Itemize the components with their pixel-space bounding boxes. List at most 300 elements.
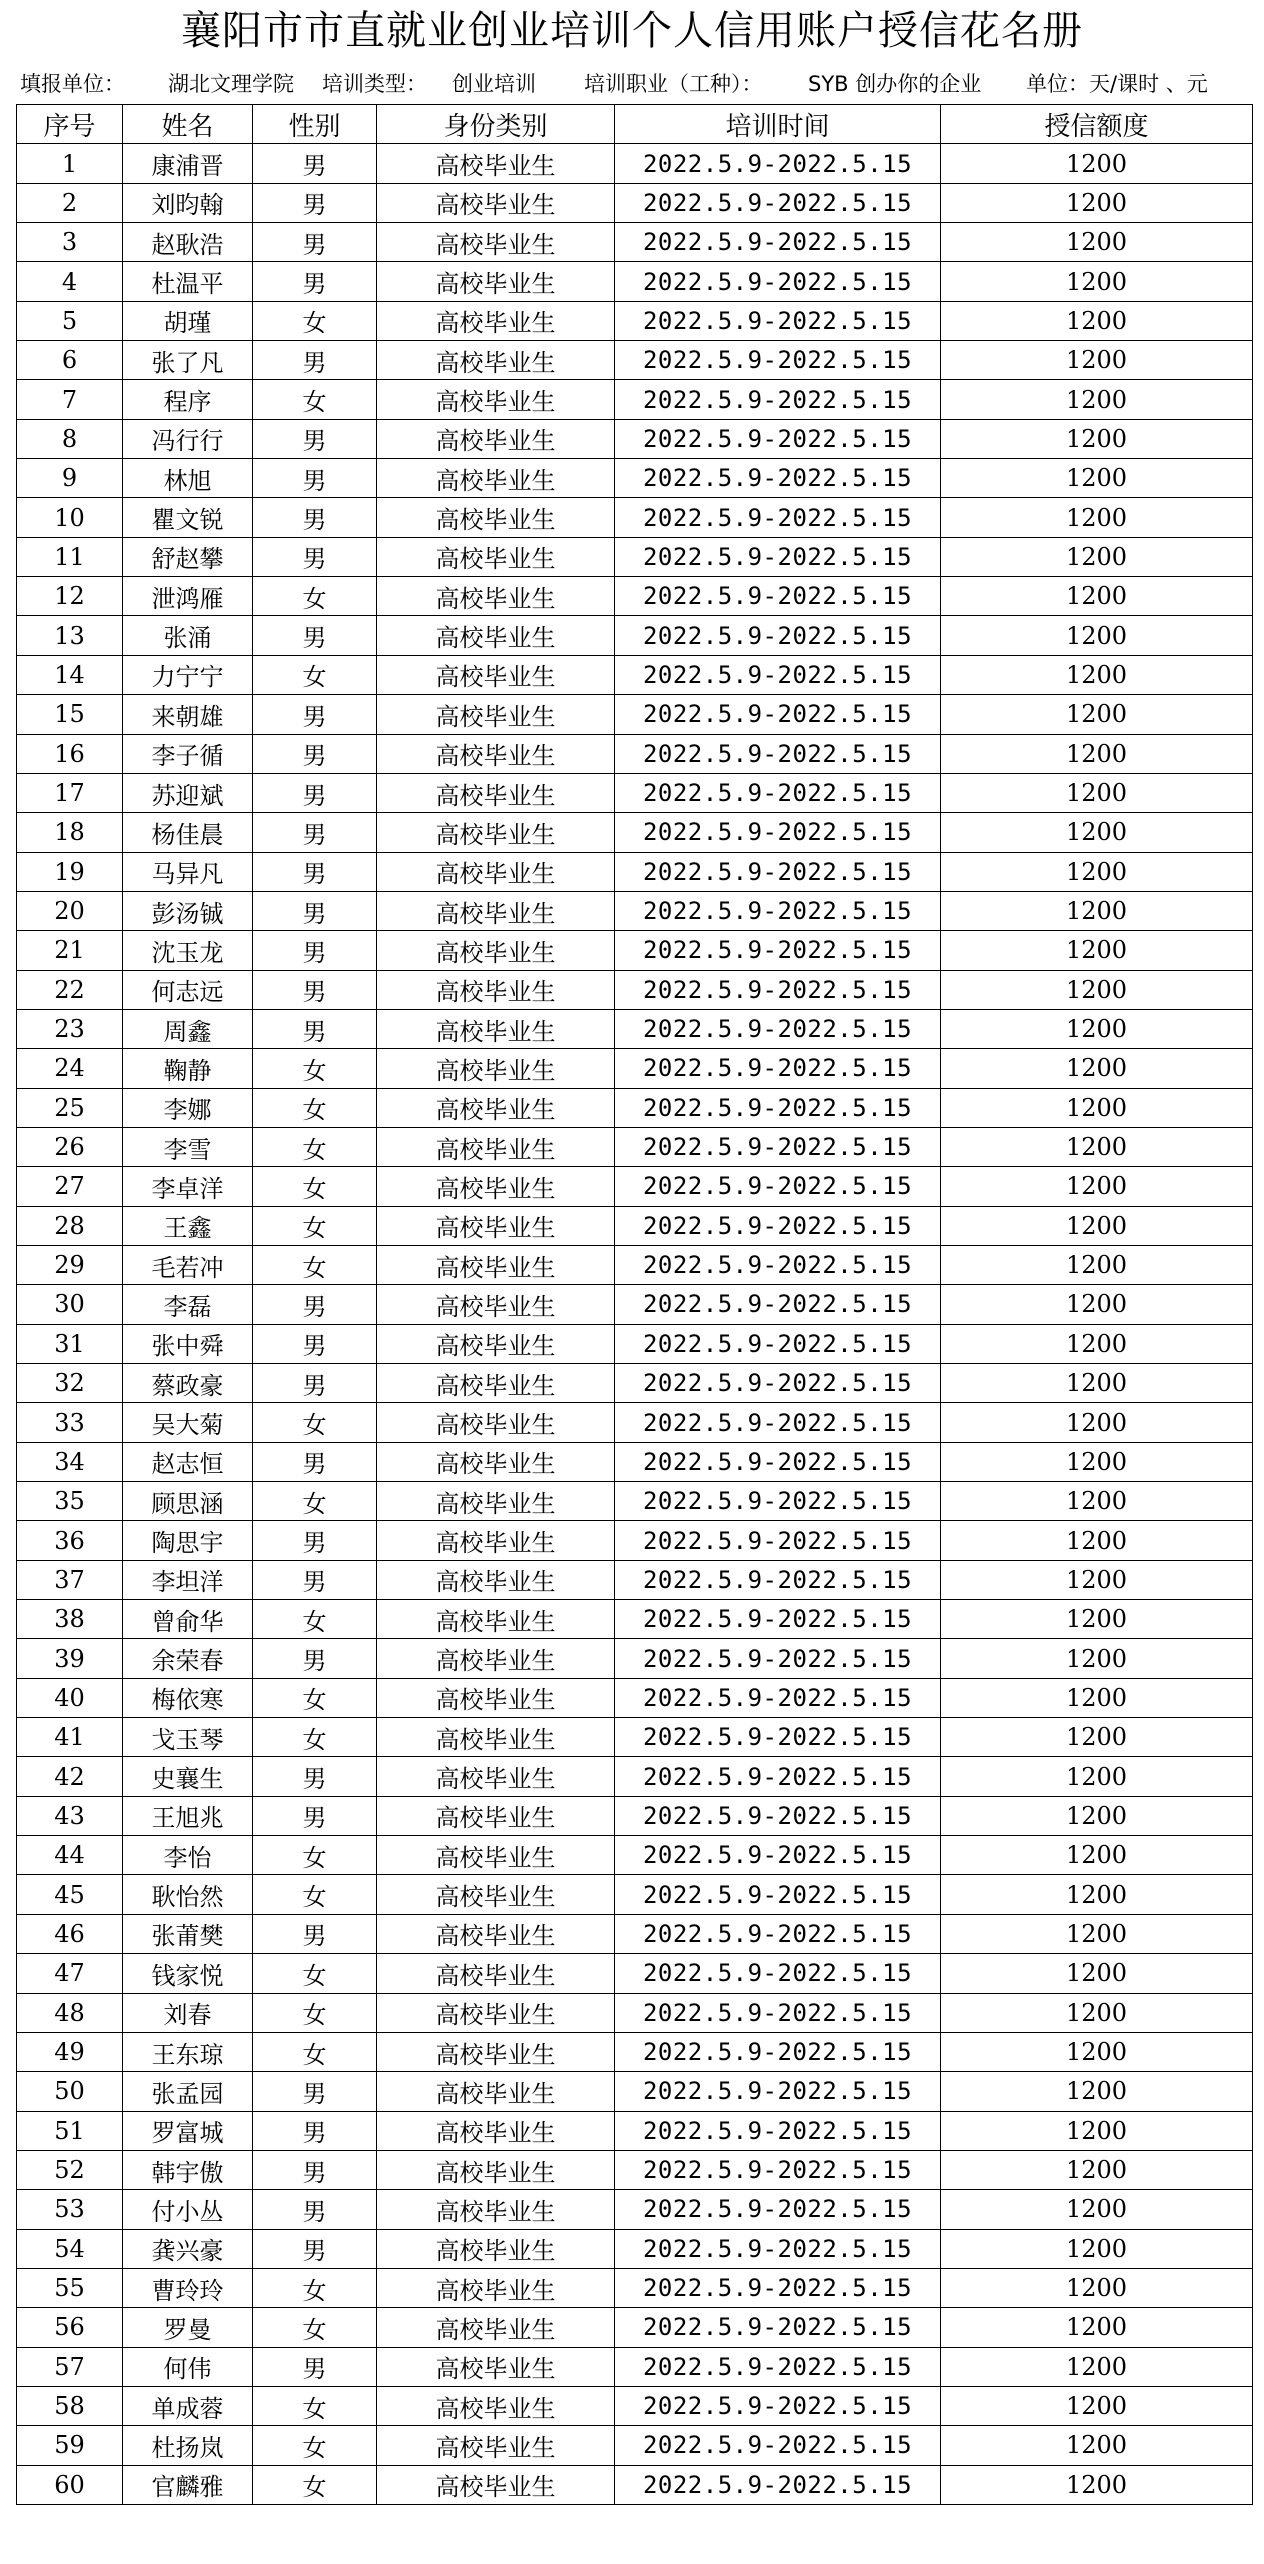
- cell-name: 毛若冲: [123, 1245, 253, 1284]
- cell-name: 曹玲玲: [123, 2268, 253, 2307]
- type-label: 培训类型：: [322, 72, 427, 96]
- cell-identity: 高校毕业生: [377, 577, 615, 616]
- cell-credit-amount: 1200: [941, 2150, 1253, 2189]
- cell-seq: 50: [17, 2072, 123, 2111]
- cell-gender: 男: [253, 1521, 377, 1560]
- header-gender: 性别: [253, 105, 377, 144]
- cell-identity: 高校毕业生: [377, 1600, 615, 1639]
- cell-seq: 20: [17, 891, 123, 930]
- cell-identity: 高校毕业生: [377, 1088, 615, 1127]
- cell-identity: 高校毕业生: [377, 695, 615, 734]
- cell-gender: 男: [253, 537, 377, 576]
- type-value: 创业培训: [452, 72, 536, 96]
- cell-gender: 女: [253, 1245, 377, 1284]
- cell-identity: 高校毕业生: [377, 1364, 615, 1403]
- table-row: [17, 183, 1253, 222]
- cell-name: 力宁宁: [123, 655, 253, 694]
- job-value: SYB 创办你的企业: [808, 72, 982, 96]
- job-label: 培训职业（工种）：: [584, 72, 763, 96]
- cell-training-time: 2022.5.9-2022.5.15: [615, 1245, 941, 1284]
- cell-credit-amount: 1200: [941, 1088, 1253, 1127]
- cell-name: 付小丛: [123, 2190, 253, 2229]
- cell-gender: 男: [253, 223, 377, 262]
- cell-identity: 高校毕业生: [377, 1324, 615, 1363]
- cell-training-time: 2022.5.9-2022.5.15: [615, 2072, 941, 2111]
- cell-training-time: 2022.5.9-2022.5.15: [615, 616, 941, 655]
- cell-gender: 男: [253, 852, 377, 891]
- cell-gender: 女: [253, 2268, 377, 2307]
- cell-name: 杨佳晨: [123, 813, 253, 852]
- cell-name: 冯行行: [123, 419, 253, 458]
- cell-credit-amount: 1200: [941, 852, 1253, 891]
- table-row: [17, 2308, 1253, 2347]
- table-row: [17, 2032, 1253, 2071]
- cell-credit-amount: 1200: [941, 1009, 1253, 1048]
- cell-seq: 59: [17, 2426, 123, 2465]
- cell-training-time: 2022.5.9-2022.5.15: [615, 577, 941, 616]
- cell-seq: 46: [17, 1914, 123, 1953]
- cell-gender: 男: [253, 262, 377, 301]
- cell-credit-amount: 1200: [941, 2229, 1253, 2268]
- cell-credit-amount: 1200: [941, 301, 1253, 340]
- cell-credit-amount: 1200: [941, 931, 1253, 970]
- table-row: [17, 1521, 1253, 1560]
- cell-identity: 高校毕业生: [377, 1560, 615, 1599]
- cell-name: 来朝雄: [123, 695, 253, 734]
- roster-table: [16, 104, 1253, 2505]
- table-row: [17, 380, 1253, 419]
- cell-gender: 男: [253, 1364, 377, 1403]
- cell-name: 蔡政豪: [123, 1364, 253, 1403]
- table-row: [17, 1954, 1253, 1993]
- table-row: [17, 1206, 1253, 1245]
- cell-name: 程序: [123, 380, 253, 419]
- cell-identity: 高校毕业生: [377, 1442, 615, 1481]
- cell-identity: 高校毕业生: [377, 1993, 615, 2032]
- table-row: [17, 1796, 1253, 1835]
- cell-gender: 女: [253, 1993, 377, 2032]
- cell-seq: 28: [17, 1206, 123, 1245]
- cell-seq: 42: [17, 1757, 123, 1796]
- cell-credit-amount: 1200: [941, 1600, 1253, 1639]
- cell-gender: 男: [253, 1442, 377, 1481]
- cell-gender: 女: [253, 2308, 377, 2347]
- cell-training-time: 2022.5.9-2022.5.15: [615, 223, 941, 262]
- cell-identity: 高校毕业生: [377, 498, 615, 537]
- cell-credit-amount: 1200: [941, 734, 1253, 773]
- cell-identity: 高校毕业生: [377, 813, 615, 852]
- cell-training-time: 2022.5.9-2022.5.15: [615, 2032, 941, 2071]
- header-name: 姓名: [123, 105, 253, 144]
- cell-name: 张中舜: [123, 1324, 253, 1363]
- cell-name: 龚兴豪: [123, 2229, 253, 2268]
- cell-training-time: 2022.5.9-2022.5.15: [615, 1285, 941, 1324]
- table-row: [17, 2072, 1253, 2111]
- cell-gender: 女: [253, 1167, 377, 1206]
- cell-seq: 6: [17, 341, 123, 380]
- table-row: [17, 1442, 1253, 1481]
- table-row: [17, 1049, 1253, 1088]
- header-seq: 序号: [17, 105, 123, 144]
- table-row: [17, 498, 1253, 537]
- cell-name: 沈玉龙: [123, 931, 253, 970]
- cell-name: 张了凡: [123, 341, 253, 380]
- cell-seq: 51: [17, 2111, 123, 2150]
- cell-training-time: 2022.5.9-2022.5.15: [615, 1678, 941, 1717]
- cell-credit-amount: 1200: [941, 2347, 1253, 2386]
- cell-name: 耿怡然: [123, 1875, 253, 1914]
- cell-gender: 男: [253, 1560, 377, 1599]
- cell-credit-amount: 1200: [941, 655, 1253, 694]
- cell-training-time: 2022.5.9-2022.5.15: [615, 1442, 941, 1481]
- cell-gender: 男: [253, 891, 377, 930]
- cell-credit-amount: 1200: [941, 2072, 1253, 2111]
- cell-seq: 23: [17, 1009, 123, 1048]
- cell-name: 钱家悦: [123, 1954, 253, 1993]
- cell-training-time: 2022.5.9-2022.5.15: [615, 1324, 941, 1363]
- cell-seq: 57: [17, 2347, 123, 2386]
- cell-gender: 男: [253, 2150, 377, 2189]
- cell-name: 戈玉琴: [123, 1718, 253, 1757]
- cell-credit-amount: 1200: [941, 183, 1253, 222]
- cell-seq: 52: [17, 2150, 123, 2189]
- cell-credit-amount: 1200: [941, 1678, 1253, 1717]
- cell-gender: 男: [253, 341, 377, 380]
- cell-credit-amount: 1200: [941, 1875, 1253, 1914]
- cell-training-time: 2022.5.9-2022.5.15: [615, 734, 941, 773]
- cell-seq: 53: [17, 2190, 123, 2229]
- cell-identity: 高校毕业生: [377, 1639, 615, 1678]
- cell-identity: 高校毕业生: [377, 891, 615, 930]
- cell-identity: 高校毕业生: [377, 1875, 615, 1914]
- cell-seq: 39: [17, 1639, 123, 1678]
- cell-name: 罗曼: [123, 2308, 253, 2347]
- cell-gender: 女: [253, 2032, 377, 2071]
- table-row: [17, 1718, 1253, 1757]
- cell-training-time: 2022.5.9-2022.5.15: [615, 498, 941, 537]
- cell-seq: 29: [17, 1245, 123, 1284]
- cell-name: 林旭: [123, 459, 253, 498]
- cell-training-time: 2022.5.9-2022.5.15: [615, 970, 941, 1009]
- cell-identity: 高校毕业生: [377, 2150, 615, 2189]
- cell-identity: 高校毕业生: [377, 2426, 615, 2465]
- cell-credit-amount: 1200: [941, 2190, 1253, 2229]
- cell-credit-amount: 1200: [941, 262, 1253, 301]
- cell-name: 舒赵攀: [123, 537, 253, 576]
- cell-gender: 男: [253, 2072, 377, 2111]
- cell-training-time: 2022.5.9-2022.5.15: [615, 537, 941, 576]
- cell-name: 李磊: [123, 1285, 253, 1324]
- table-row: [17, 1285, 1253, 1324]
- cell-identity: 高校毕业生: [377, 1757, 615, 1796]
- cell-seq: 35: [17, 1482, 123, 1521]
- cell-training-time: 2022.5.9-2022.5.15: [615, 419, 941, 458]
- cell-name: 赵耿浩: [123, 223, 253, 262]
- cell-credit-amount: 1200: [941, 1482, 1253, 1521]
- cell-name: 赵志恒: [123, 1442, 253, 1481]
- cell-gender: 男: [253, 419, 377, 458]
- cell-training-time: 2022.5.9-2022.5.15: [615, 1993, 941, 2032]
- cell-training-time: 2022.5.9-2022.5.15: [615, 1836, 941, 1875]
- cell-seq: 44: [17, 1836, 123, 1875]
- cell-gender: 男: [253, 616, 377, 655]
- cell-name: 梅依寒: [123, 1678, 253, 1717]
- cell-training-time: 2022.5.9-2022.5.15: [615, 144, 941, 183]
- cell-seq: 32: [17, 1364, 123, 1403]
- cell-seq: 41: [17, 1718, 123, 1757]
- cell-name: 罗富城: [123, 2111, 253, 2150]
- cell-training-time: 2022.5.9-2022.5.15: [615, 852, 941, 891]
- cell-training-time: 2022.5.9-2022.5.15: [615, 2308, 941, 2347]
- cell-credit-amount: 1200: [941, 773, 1253, 812]
- cell-identity: 高校毕业生: [377, 852, 615, 891]
- table-row: [17, 2111, 1253, 2150]
- cell-training-time: 2022.5.9-2022.5.15: [615, 380, 941, 419]
- cell-training-time: 2022.5.9-2022.5.15: [615, 1482, 941, 1521]
- cell-name: 杜温平: [123, 262, 253, 301]
- cell-seq: 60: [17, 2465, 123, 2504]
- cell-gender: 男: [253, 1324, 377, 1363]
- cell-credit-amount: 1200: [941, 380, 1253, 419]
- table-row: [17, 301, 1253, 340]
- cell-seq: 25: [17, 1088, 123, 1127]
- table-row: [17, 419, 1253, 458]
- cell-training-time: 2022.5.9-2022.5.15: [615, 655, 941, 694]
- table-row: [17, 695, 1253, 734]
- cell-gender: 女: [253, 1875, 377, 1914]
- document-title: 襄阳市市直就业创业培训个人信用账户授信花名册: [181, 8, 1083, 54]
- cell-gender: 男: [253, 695, 377, 734]
- table-row: [17, 1560, 1253, 1599]
- cell-seq: 43: [17, 1796, 123, 1835]
- cell-training-time: 2022.5.9-2022.5.15: [615, 2268, 941, 2307]
- table-row: [17, 2150, 1253, 2189]
- cell-credit-amount: 1200: [941, 616, 1253, 655]
- cell-training-time: 2022.5.9-2022.5.15: [615, 2347, 941, 2386]
- cell-seq: 3: [17, 223, 123, 262]
- cell-credit-amount: 1200: [941, 1639, 1253, 1678]
- cell-training-time: 2022.5.9-2022.5.15: [615, 1167, 941, 1206]
- cell-seq: 40: [17, 1678, 123, 1717]
- cell-credit-amount: 1200: [941, 2268, 1253, 2307]
- table-row: [17, 1836, 1253, 1875]
- cell-training-time: 2022.5.9-2022.5.15: [615, 1521, 941, 1560]
- cell-name: 余荣春: [123, 1639, 253, 1678]
- cell-gender: 男: [253, 734, 377, 773]
- cell-training-time: 2022.5.9-2022.5.15: [615, 931, 941, 970]
- cell-gender: 女: [253, 301, 377, 340]
- cell-gender: 女: [253, 1206, 377, 1245]
- cell-seq: 45: [17, 1875, 123, 1914]
- cell-credit-amount: 1200: [941, 2426, 1253, 2465]
- table-row: [17, 1167, 1253, 1206]
- cell-credit-amount: 1200: [941, 144, 1253, 183]
- cell-identity: 高校毕业生: [377, 616, 615, 655]
- cell-identity: 高校毕业生: [377, 2347, 615, 2386]
- cell-identity: 高校毕业生: [377, 341, 615, 380]
- cell-gender: 女: [253, 577, 377, 616]
- cell-identity: 高校毕业生: [377, 144, 615, 183]
- table-row: [17, 262, 1253, 301]
- table-row: [17, 223, 1253, 262]
- cell-identity: 高校毕业生: [377, 1836, 615, 1875]
- cell-identity: 高校毕业生: [377, 1718, 615, 1757]
- table-row: [17, 459, 1253, 498]
- cell-gender: 女: [253, 1482, 377, 1521]
- cell-seq: 22: [17, 970, 123, 1009]
- cell-credit-amount: 1200: [941, 2308, 1253, 2347]
- cell-identity: 高校毕业生: [377, 1127, 615, 1166]
- cell-identity: 高校毕业生: [377, 2229, 615, 2268]
- cell-gender: 男: [253, 1757, 377, 1796]
- cell-seq: 30: [17, 1285, 123, 1324]
- cell-name: 刘春: [123, 1993, 253, 2032]
- cell-gender: 男: [253, 2111, 377, 2150]
- cell-seq: 8: [17, 419, 123, 458]
- cell-training-time: 2022.5.9-2022.5.15: [615, 2426, 941, 2465]
- cell-gender: 女: [253, 1718, 377, 1757]
- cell-training-time: 2022.5.9-2022.5.15: [615, 1796, 941, 1835]
- cell-gender: 男: [253, 773, 377, 812]
- cell-credit-amount: 1200: [941, 1324, 1253, 1363]
- cell-credit-amount: 1200: [941, 1718, 1253, 1757]
- cell-gender: 女: [253, 1678, 377, 1717]
- cell-identity: 高校毕业生: [377, 2032, 615, 2071]
- cell-gender: 男: [253, 1796, 377, 1835]
- cell-gender: 男: [253, 2347, 377, 2386]
- cell-gender: 女: [253, 1403, 377, 1442]
- cell-training-time: 2022.5.9-2022.5.15: [615, 1875, 941, 1914]
- cell-name: 王鑫: [123, 1206, 253, 1245]
- cell-training-time: 2022.5.9-2022.5.15: [615, 1954, 941, 1993]
- table-row: [17, 341, 1253, 380]
- cell-credit-amount: 1200: [941, 1364, 1253, 1403]
- cell-gender: 女: [253, 380, 377, 419]
- cell-credit-amount: 1200: [941, 498, 1253, 537]
- cell-name: 何伟: [123, 2347, 253, 2386]
- table-row: [17, 1088, 1253, 1127]
- header-credit-amount: 授信额度: [941, 105, 1253, 144]
- cell-identity: 高校毕业生: [377, 1914, 615, 1953]
- cell-credit-amount: 1200: [941, 970, 1253, 1009]
- cell-name: 官麟雅: [123, 2465, 253, 2504]
- cell-seq: 15: [17, 695, 123, 734]
- cell-identity: 高校毕业生: [377, 419, 615, 458]
- table-row: [17, 734, 1253, 773]
- cell-training-time: 2022.5.9-2022.5.15: [615, 773, 941, 812]
- cell-gender: 男: [253, 183, 377, 222]
- table-row: [17, 2465, 1253, 2504]
- cell-seq: 21: [17, 931, 123, 970]
- table-row: [17, 931, 1253, 970]
- cell-name: 泄鸿雁: [123, 577, 253, 616]
- cell-identity: 高校毕业生: [377, 380, 615, 419]
- cell-name: 马异凡: [123, 852, 253, 891]
- cell-credit-amount: 1200: [941, 1206, 1253, 1245]
- cell-training-time: 2022.5.9-2022.5.15: [615, 695, 941, 734]
- cell-name: 鞠静: [123, 1049, 253, 1088]
- cell-identity: 高校毕业生: [377, 2465, 615, 2504]
- cell-gender: 女: [253, 1836, 377, 1875]
- cell-seq: 17: [17, 773, 123, 812]
- cell-seq: 13: [17, 616, 123, 655]
- cell-gender: 女: [253, 1954, 377, 1993]
- cell-seq: 37: [17, 1560, 123, 1599]
- cell-seq: 33: [17, 1403, 123, 1442]
- cell-gender: 男: [253, 1914, 377, 1953]
- cell-training-time: 2022.5.9-2022.5.15: [615, 183, 941, 222]
- cell-gender: 男: [253, 2190, 377, 2229]
- cell-gender: 女: [253, 2386, 377, 2425]
- cell-identity: 高校毕业生: [377, 459, 615, 498]
- cell-seq: 54: [17, 2229, 123, 2268]
- cell-training-time: 2022.5.9-2022.5.15: [615, 2190, 941, 2229]
- cell-credit-amount: 1200: [941, 1245, 1253, 1284]
- cell-seq: 12: [17, 577, 123, 616]
- cell-seq: 14: [17, 655, 123, 694]
- cell-identity: 高校毕业生: [377, 1796, 615, 1835]
- cell-gender: 女: [253, 1127, 377, 1166]
- cell-credit-amount: 1200: [941, 1796, 1253, 1835]
- table-row: [17, 2190, 1253, 2229]
- cell-seq: 38: [17, 1600, 123, 1639]
- cell-training-time: 2022.5.9-2022.5.15: [615, 2150, 941, 2189]
- cell-seq: 36: [17, 1521, 123, 1560]
- cell-credit-amount: 1200: [941, 1993, 1253, 2032]
- cell-name: 杜扬岚: [123, 2426, 253, 2465]
- cell-seq: 47: [17, 1954, 123, 1993]
- cell-name: 史襄生: [123, 1757, 253, 1796]
- cell-identity: 高校毕业生: [377, 223, 615, 262]
- cell-identity: 高校毕业生: [377, 931, 615, 970]
- cell-gender: 女: [253, 1600, 377, 1639]
- cell-identity: 高校毕业生: [377, 1245, 615, 1284]
- cell-name: 瞿文锐: [123, 498, 253, 537]
- cell-credit-amount: 1200: [941, 2465, 1253, 2504]
- cell-seq: 1: [17, 144, 123, 183]
- cell-name: 李娜: [123, 1088, 253, 1127]
- form-meta-row: [0, 64, 1264, 104]
- cell-name: 韩宇傲: [123, 2150, 253, 2189]
- cell-gender: 男: [253, 2229, 377, 2268]
- cell-identity: 高校毕业生: [377, 1206, 615, 1245]
- cell-seq: 16: [17, 734, 123, 773]
- table-row: [17, 1875, 1253, 1914]
- cell-seq: 19: [17, 852, 123, 891]
- cell-credit-amount: 1200: [941, 341, 1253, 380]
- cell-training-time: 2022.5.9-2022.5.15: [615, 1364, 941, 1403]
- table-row: [17, 1245, 1253, 1284]
- cell-seq: 5: [17, 301, 123, 340]
- cell-training-time: 2022.5.9-2022.5.15: [615, 1049, 941, 1088]
- cell-credit-amount: 1200: [941, 2386, 1253, 2425]
- cell-gender: 男: [253, 813, 377, 852]
- cell-training-time: 2022.5.9-2022.5.15: [615, 2111, 941, 2150]
- cell-seq: 34: [17, 1442, 123, 1481]
- units-label: 单位：天/课时 、元: [1026, 72, 1208, 96]
- cell-identity: 高校毕业生: [377, 1049, 615, 1088]
- cell-seq: 11: [17, 537, 123, 576]
- cell-name: 顾思涵: [123, 1482, 253, 1521]
- cell-gender: 女: [253, 1088, 377, 1127]
- cell-identity: 高校毕业生: [377, 2268, 615, 2307]
- cell-name: 胡瑾: [123, 301, 253, 340]
- cell-identity: 高校毕业生: [377, 1954, 615, 1993]
- table-row: [17, 891, 1253, 930]
- cell-identity: 高校毕业生: [377, 1403, 615, 1442]
- cell-identity: 高校毕业生: [377, 1285, 615, 1324]
- cell-seq: 2: [17, 183, 123, 222]
